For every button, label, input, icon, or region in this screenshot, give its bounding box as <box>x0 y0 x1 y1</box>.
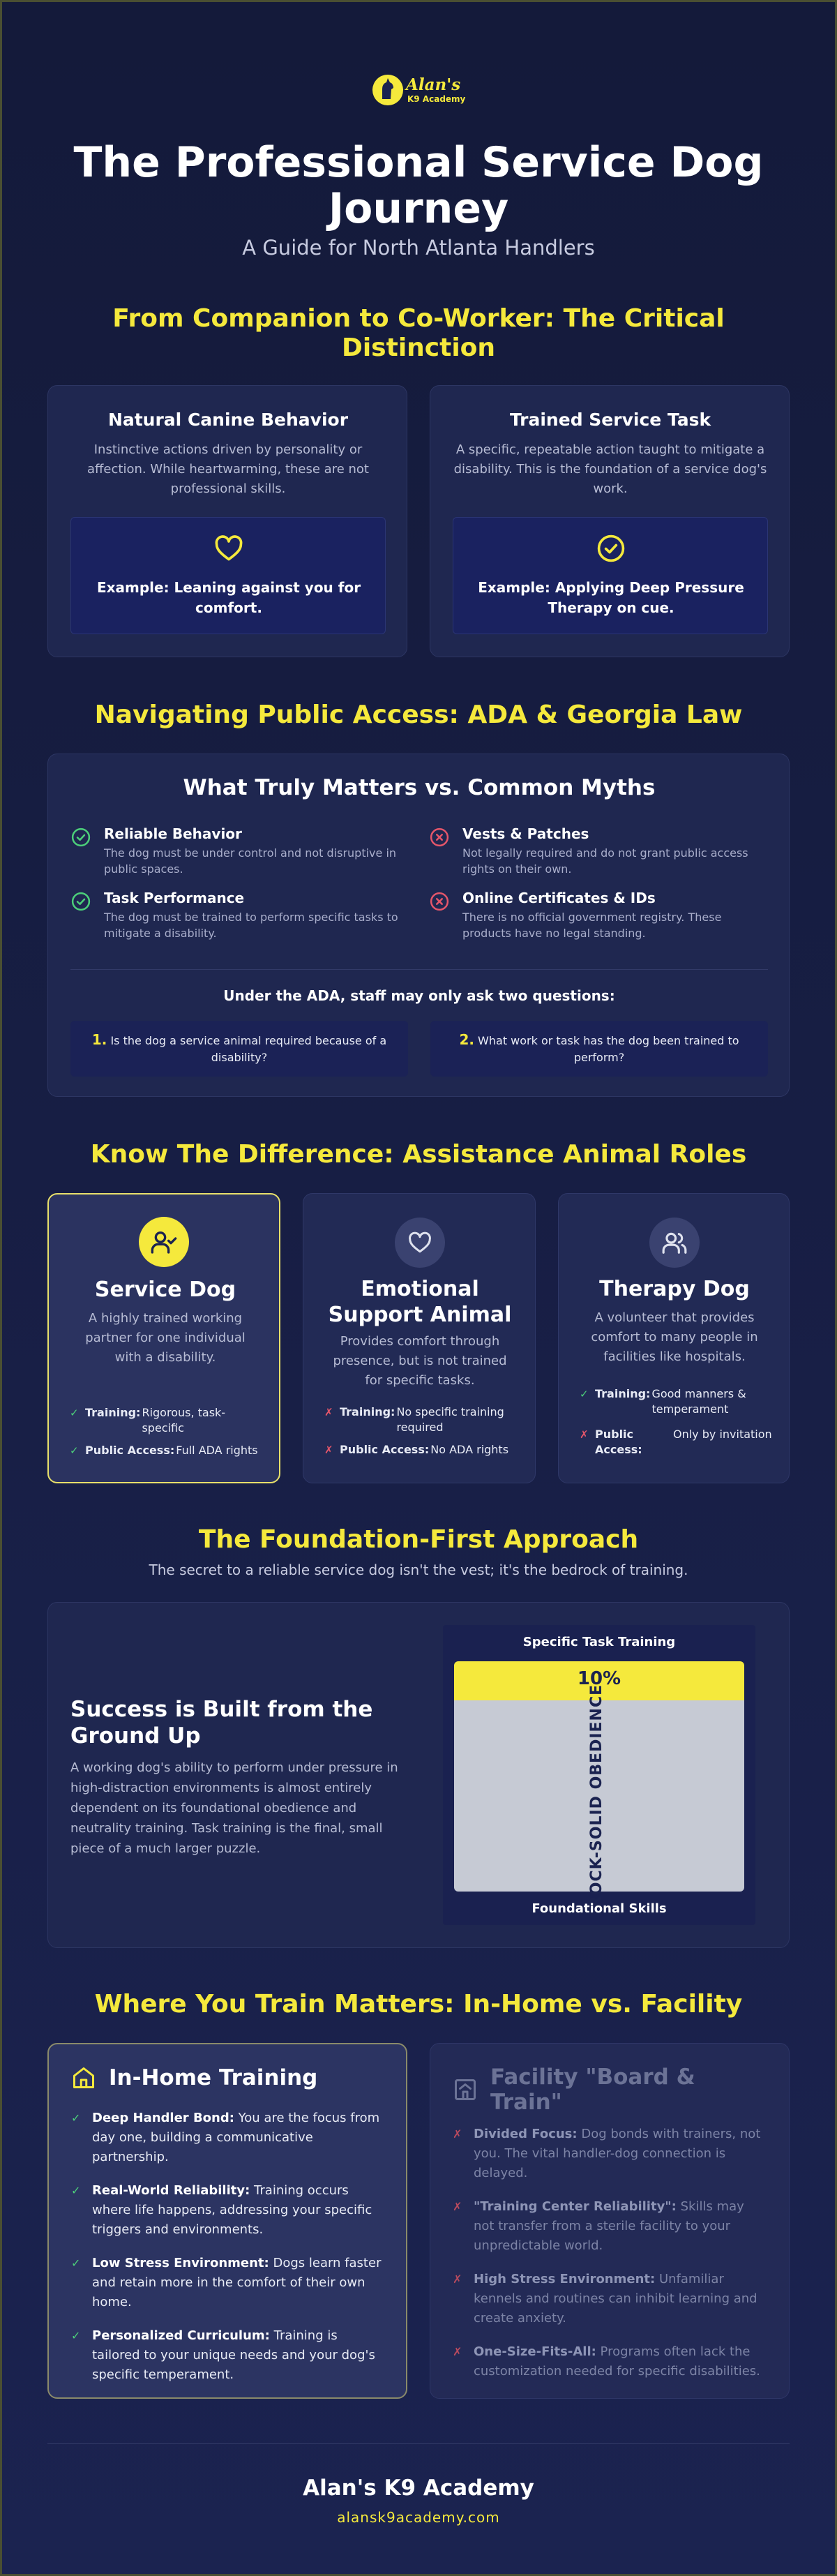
roles-title: Know The Difference: Assistance Animal Roles <box>90 1140 747 1169</box>
item-desc: The dog must be under control and not disruptive in public spaces. <box>104 846 397 876</box>
feature-label: Public Access: <box>340 1443 430 1456</box>
foundation-heading: Success is Built from the Ground Up <box>70 1697 373 1748</box>
questions-title: Under the ADA, staff may only ask two questions: <box>223 987 615 1004</box>
building-icon <box>453 2077 478 2102</box>
item-label: Personalized Curriculum: <box>92 2328 270 2343</box>
role-desc: A highly trained working partner for one individual with a disability. <box>85 1311 246 1365</box>
in-home-list <box>71 2109 385 2385</box>
question-box <box>430 1021 768 1077</box>
item-text: Dog bonds with trainers, not you. The vital handler-dog connection is delayed. <box>474 2127 761 2180</box>
role-desc: A volunteer that provides comfort to many people in facilities like hospitals. <box>591 1310 758 1364</box>
check-circle-icon <box>70 827 91 848</box>
pyramid-top-label: Specific Task Training <box>522 1635 676 1649</box>
feature-value: No ADA rights <box>430 1443 509 1456</box>
matters-item <box>70 825 405 877</box>
feature-label: Training: <box>595 1387 651 1400</box>
feature-mark: ✓ <box>580 1388 589 1400</box>
feature-mark: ✗ <box>324 1406 333 1418</box>
facility-heading: Facility "Board & Train" <box>490 2065 695 2115</box>
item-label: Real-World Reliability: <box>92 2183 250 2198</box>
item-title: Reliable Behavior <box>104 825 242 842</box>
heart-icon <box>213 533 244 564</box>
training-pyramid <box>443 1625 755 1925</box>
example-text: Example: Applying Deep Pressure Therapy on cue. <box>478 579 744 616</box>
feature-label: Training: <box>85 1406 141 1419</box>
example-box <box>453 517 768 634</box>
item-label: Deep Handler Bond: <box>92 2111 234 2125</box>
feature-label: Training: <box>340 1405 395 1418</box>
feature-label: Public Access: <box>595 1428 642 1456</box>
role-name: Emotional Support Animal <box>328 1277 512 1327</box>
pyramid-base-label: ROCK-SOLID OBEDIENCE <box>588 1684 605 1908</box>
in-home-card <box>47 2043 407 2399</box>
list-item <box>71 2254 385 2312</box>
item-text: Unfamiliar kennels and routines can inhibit learning and create anxiety. <box>474 2272 757 2326</box>
item-title: Task Performance <box>104 890 245 906</box>
feature-value: Good manners & temperament <box>651 1387 746 1416</box>
role-feature <box>580 1386 775 1417</box>
example-box <box>70 517 386 634</box>
feature-mark: ✗ <box>580 1428 589 1441</box>
x-circle-icon <box>429 891 450 912</box>
list-item <box>453 2125 767 2183</box>
distinction-title: From Companion to Co-Worker: The Critical Distinction <box>112 304 725 362</box>
feature-value: No specific training required <box>396 1405 504 1434</box>
role-feature <box>324 1405 522 1435</box>
role-feature <box>70 1443 265 1458</box>
question-box <box>70 1021 408 1077</box>
item-mark: ✗ <box>453 2272 462 2286</box>
item-label: Divided Focus: <box>474 2127 578 2141</box>
in-home-heading: In-Home Training <box>109 2065 318 2090</box>
foundation-card <box>47 1602 790 1948</box>
foundation-subtitle: The secret to a reliable service dog isn't the vest; it's the bedrock of training. <box>149 1562 688 1578</box>
users-icon <box>649 1218 700 1268</box>
list-item <box>71 2181 385 2240</box>
item-mark: ✓ <box>71 2184 81 2197</box>
pyramid-top-percent: 10% <box>577 1668 621 1689</box>
check-circle-icon <box>70 891 91 912</box>
logo-line2: K9 Academy <box>407 94 466 104</box>
item-text: Training occurs where life happens, addressing your specific triggers and environments. <box>92 2183 372 2237</box>
role-name: Service Dog <box>94 1278 236 1302</box>
card-text: Instinctive actions driven by personality or affection. While heartwarming, these are not professional skills. <box>87 442 369 496</box>
home-icon <box>71 2065 96 2090</box>
item-mark: ✗ <box>453 2127 462 2141</box>
role-feature <box>70 1405 265 1436</box>
matters-item <box>70 890 405 941</box>
item-mark: ✓ <box>71 2329 81 2342</box>
feature-value: Full ADA rights <box>176 1444 258 1457</box>
logo-mark-icon <box>370 68 467 112</box>
item-mark: ✗ <box>453 2200 462 2213</box>
user-check-icon <box>139 1217 189 1267</box>
myth-item <box>429 890 764 941</box>
logo-line1: Alan's <box>406 75 461 94</box>
list-item <box>453 2342 767 2381</box>
feature-value: Only by invitation <box>673 1428 772 1441</box>
item-mark: ✗ <box>453 2345 462 2358</box>
question-number: 2. <box>459 1031 474 1048</box>
access-card <box>47 754 790 1097</box>
page-subtitle: A Guide for North Atlanta Handlers <box>242 236 595 260</box>
feature-mark: ✗ <box>324 1444 333 1456</box>
item-mark: ✓ <box>71 2256 81 2270</box>
example-text: Example: Leaning against you for comfort. <box>96 579 361 616</box>
list-item <box>71 2326 385 2385</box>
facility-list <box>453 2125 767 2381</box>
natural-behavior-card <box>47 385 407 657</box>
logo <box>370 68 467 112</box>
item-label: One-Size-Fits-All: <box>474 2344 596 2359</box>
foundation-text: A working dog's ability to perform under pressure in high-distraction environments is almost entirely dependent on its foundational obedience and neutrality training. Task training is the final, small piece of a much larger puzzle. <box>70 1760 398 1856</box>
item-desc: There is no official government registry. These products have no legal standing. <box>462 911 722 940</box>
role-card-service-dog <box>47 1193 280 1483</box>
myth-item <box>429 825 764 877</box>
question-text: What work or task has the dog been trained to perform? <box>478 1034 739 1064</box>
question-number: 1. <box>91 1031 107 1048</box>
item-label: High Stress Environment: <box>474 2272 656 2286</box>
role-desc: Provides comfort through presence, but is not trained for specific tasks. <box>333 1334 507 1388</box>
role-feature <box>324 1442 522 1458</box>
item-mark: ✓ <box>71 2111 81 2125</box>
card-text: A specific, repeatable action taught to mitigate a disability. This is the foundation of a service dog's work. <box>453 442 767 496</box>
footer-brand: Alan's K9 Academy <box>303 2476 534 2501</box>
list-item <box>71 2109 385 2167</box>
footer-link[interactable]: alansk9academy.com <box>337 2509 500 2526</box>
trained-task-card <box>430 385 790 657</box>
access-card-title: What Truly Matters vs. Common Myths <box>183 775 656 800</box>
role-card-esa <box>303 1193 536 1483</box>
card-heading: Trained Service Task <box>509 410 711 430</box>
card-heading: Natural Canine Behavior <box>107 410 349 430</box>
question-text: Is the dog a service animal required because of a disability? <box>110 1034 387 1064</box>
feature-mark: ✓ <box>70 1444 79 1457</box>
feature-label: Public Access: <box>85 1444 175 1457</box>
role-feature <box>580 1427 775 1458</box>
item-title: Online Certificates & IDs <box>462 890 656 906</box>
item-desc: The dog must be trained to perform specific tasks to mitigate a disability. <box>104 911 398 940</box>
check-circle-icon <box>596 533 626 564</box>
list-item <box>453 2270 767 2328</box>
role-card-therapy-dog <box>558 1193 790 1483</box>
item-text: You are the focus from day one, building a communicative partnership. <box>92 2111 380 2164</box>
heart-icon <box>395 1218 445 1268</box>
item-desc: Not legally required and do not grant public access rights on their own. <box>462 846 748 876</box>
item-text: Training is tailored to your unique needs and your dog's specific temperament. <box>92 2328 375 2382</box>
feature-value: Rigorous, task-specific <box>142 1406 226 1435</box>
role-name: Therapy Dog <box>599 1277 750 1301</box>
list-item <box>453 2197 767 2256</box>
item-text: Skills may not transfer from a sterile facility to your unpredictable world. <box>474 2199 744 2253</box>
pyramid-bottom-label: Foundational Skills <box>531 1901 667 1916</box>
item-title: Vests & Patches <box>462 825 589 842</box>
item-text: Programs often lack the customization needed for specific disabilities. <box>474 2344 760 2379</box>
item-text: Dogs learn faster and retain more in the comfort of their own home. <box>92 2256 382 2309</box>
x-circle-icon <box>429 827 450 848</box>
item-label: "Training Center Reliability": <box>474 2199 677 2214</box>
page-title: The Professional Service Dog Journey <box>73 138 764 233</box>
facility-card <box>430 2043 790 2399</box>
access-title: Navigating Public Access: ADA & Georgia Law <box>94 701 743 729</box>
foundation-title: The Foundation-First Approach <box>198 1525 639 1554</box>
training-title: Where You Train Matters: In-Home vs. Facility <box>94 1990 743 2019</box>
footer-divider <box>47 2443 790 2444</box>
feature-mark: ✓ <box>70 1407 79 1419</box>
item-label: Low Stress Environment: <box>92 2256 269 2270</box>
divider <box>70 969 768 970</box>
